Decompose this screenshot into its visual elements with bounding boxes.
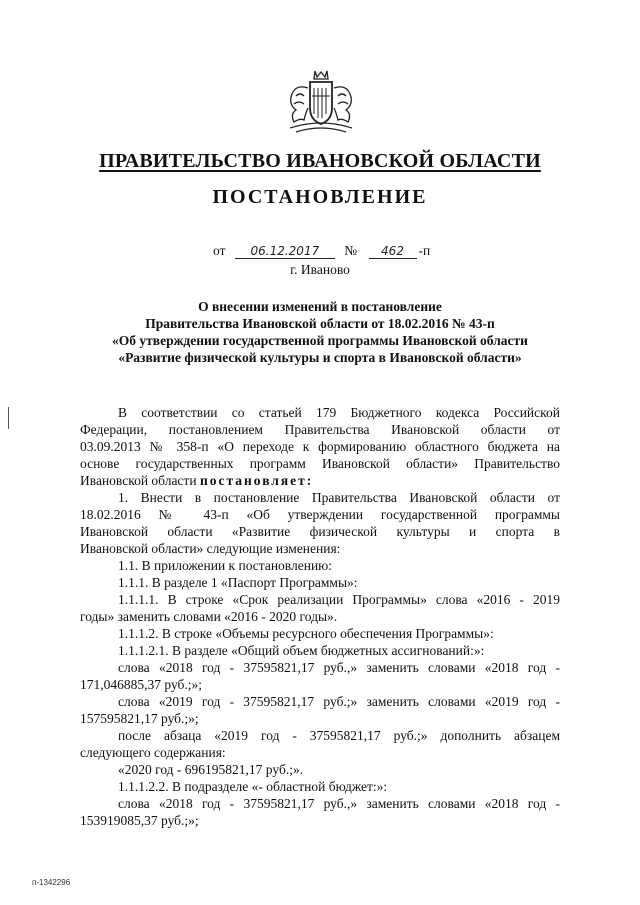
body-line: 1. Внести в постановление Правительства Ивановской области от xyxy=(118,490,560,505)
body-line: годы» заменить словами «2016 - 2020 годы». xyxy=(80,609,338,624)
number-sign: № xyxy=(344,243,358,258)
title-line: «Развитие физической культуры и спорта в Ивановской области» xyxy=(118,350,522,365)
body-line: 153919085,37 руб.;»; xyxy=(80,813,199,828)
body-line: 1.1.1. В разделе 1 «Паспорт Программы»: xyxy=(118,575,358,590)
title-line: О внесении изменений в постановление xyxy=(198,299,442,314)
body-line: 1.1.1.2. В строке «Объемы ресурсного обеспечения Программы»: xyxy=(118,626,494,641)
decree-number: 462 xyxy=(369,245,417,259)
body-line: Ивановской области «Развитие физической культуры и спорта в xyxy=(80,524,560,539)
body-line: 1.1.1.2.2. В подразделе «- областной бюджет:»: xyxy=(118,779,388,794)
body-line: основе государственных программ Ивановской области» Правительство xyxy=(80,456,560,471)
decree-title xyxy=(60,298,580,366)
body-line: Федерации, постановлением Правительства Ивановской области от xyxy=(80,422,560,437)
body-line: слова «2018 год - 37595821,17 руб.,» заменить словами «2018 год - xyxy=(118,796,560,811)
government-name: ПРАВИТЕЛЬСТВО ИВАНОВСКОЙ ОБЛАСТИ xyxy=(99,150,541,172)
body-line: 1.1.1.2.1. В разделе «Общий объем бюджетных ассигнований:»: xyxy=(118,643,485,658)
decree-body xyxy=(80,404,560,829)
body-line: 03.09.2013 № 358-п «О переходе к формированию областного бюджета на xyxy=(80,439,560,454)
body-line: «2020 год - 696195821,17 руб.;». xyxy=(118,762,304,777)
body-line: слова «2019 год - 37595821,17 руб.;» заменить словами «2019 год - xyxy=(118,694,560,709)
title-line: Правительства Ивановской области от 18.02.2016 № 43-п xyxy=(145,316,495,331)
date-prefix: от xyxy=(213,243,226,258)
coat-of-arms-icon xyxy=(282,68,360,136)
body-line: следующего содержания: xyxy=(80,745,226,760)
body-line xyxy=(80,472,560,489)
body-line: 157595821,17 руб.;»; xyxy=(80,711,199,726)
body-line: после абзаца «2019 год - 37595821,17 руб.;» дополнить абзацем xyxy=(118,728,560,743)
document-type: ПОСТАНОВЛЕНИЕ xyxy=(212,186,428,208)
body-line: 171,046885,37 руб.;»; xyxy=(80,677,203,692)
body-line: 18.02.2016 № 43-п «Об утверждении государственной программы xyxy=(80,507,560,522)
body-line: Ивановской области» следующие изменения: xyxy=(80,541,341,556)
body-line: В соответствии со статьей 179 Бюджетного кодекса Российской xyxy=(118,405,560,420)
margin-mark xyxy=(8,407,9,429)
body-line: 1.1.1.1. В строке «Срок реализации Программы» слова «2016 - 2019 xyxy=(118,592,560,607)
decree-number-line xyxy=(213,243,430,259)
body-text: Ивановской области xyxy=(80,473,200,488)
title-line: «Об утверждении государственной программы Ивановской области xyxy=(112,333,528,348)
body-line: слова «2018 год - 37595821,17 руб.,» заменить словами «2018 год - xyxy=(118,660,560,675)
body-line: 1.1. В приложении к постановлению: xyxy=(118,558,333,573)
document-code: п-1342296 xyxy=(32,878,71,887)
decree-date: 06.12.2017 xyxy=(235,245,335,259)
decree-keyword: постановляет: xyxy=(199,473,314,488)
number-suffix: -п xyxy=(418,243,431,258)
city: г. Иваново xyxy=(290,262,350,277)
